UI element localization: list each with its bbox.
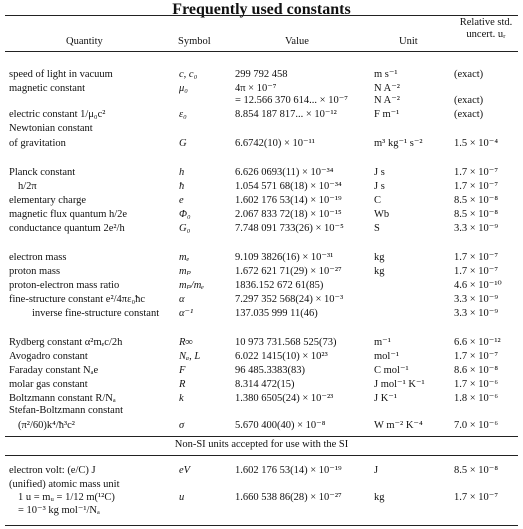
uncertainty-cell: 8.5 × 10⁻⁸ [454, 465, 498, 476]
quantity-cell: speed of light in vacuum [9, 69, 113, 80]
value-cell: 4π × 10⁻⁷ [235, 83, 277, 94]
quantity-cell: = 10⁻³ kg mol⁻¹/Nₐ [18, 505, 100, 516]
unit-cell: J s [374, 181, 385, 192]
table-row [0, 181, 523, 193]
table-row [0, 209, 523, 221]
value-cell: 299 792 458 [235, 69, 288, 80]
uncertainty-cell: (exact) [454, 109, 484, 120]
quantity-cell: magnetic flux quantum h/2e [9, 209, 128, 220]
table-row [0, 365, 523, 377]
uncertainty-cell: 1.8 × 10⁻⁶ [454, 393, 498, 404]
quantity-cell: magnetic constant [9, 83, 86, 94]
quantity-cell: Faraday constant Nₐe [9, 365, 99, 376]
top-rule [5, 15, 518, 16]
quantity-cell: (unified) atomic mass unit [9, 479, 120, 490]
uncertainty-cell: 1.7 × 10⁻⁷ [454, 351, 498, 362]
uncertainty-cell: 6.6 × 10⁻¹² [454, 337, 501, 348]
uncertainty-cell: 1.7 × 10⁻⁷ [454, 181, 498, 192]
quantity-cell: proton mass [9, 266, 61, 277]
value-cell: 8.314 472(15) [235, 379, 295, 390]
quantity-cell: Stefan-Boltzmann constant [9, 405, 124, 416]
unit-cell: J mol⁻¹ K⁻¹ [374, 379, 425, 390]
table-row [0, 83, 523, 95]
symbol-cell: Φ₀ [179, 209, 191, 220]
section-label: Non-SI units accepted for use with the SI [174, 439, 349, 450]
table-row [0, 167, 523, 179]
uncertainty-cell: 4.6 × 10⁻¹⁰ [454, 280, 502, 291]
symbol-cell: ħ [179, 181, 185, 192]
unit-cell: C [374, 195, 382, 206]
uncertainty-cell: 3.3 × 10⁻⁹ [454, 223, 498, 234]
quantity-cell: elementary charge [9, 195, 87, 206]
symbol-cell: k [179, 393, 184, 404]
header-relative-uncertainty [452, 17, 520, 41]
value-cell: 1.602 176 53(14) × 10⁻¹⁹ [235, 195, 342, 206]
unit-cell: C mol⁻¹ [374, 365, 409, 376]
quantity-cell: Avogadro constant [9, 351, 88, 362]
value-cell: 6.022 1415(10) × 10²³ [235, 351, 328, 362]
symbol-cell: c, c₀ [179, 69, 198, 80]
unit-cell: J [374, 465, 379, 476]
symbol-cell: h [179, 167, 185, 178]
quantity-cell: inverse fine-structure constant [32, 308, 160, 319]
symbol-cell: α⁻¹ [179, 308, 194, 319]
uncertainty-cell: 1.7 × 10⁻⁶ [454, 379, 498, 390]
uncertainty-cell: 1.7 × 10⁻⁷ [454, 167, 498, 178]
table-row [0, 492, 523, 504]
value-cell: 6.626 0693(11) × 10⁻³⁴ [235, 167, 334, 178]
quantity-cell: h/2π [18, 181, 37, 192]
uncertainty-cell: 1.7 × 10⁻⁷ [454, 266, 498, 277]
unit-cell: S [374, 223, 380, 234]
value-cell: 7.297 352 568(24) × 10⁻³ [235, 294, 344, 305]
uncertainty-cell: 3.3 × 10⁻⁹ [454, 308, 498, 319]
table-row [0, 266, 523, 278]
value-cell: 137.035 999 11(46) [235, 308, 318, 319]
table-row [0, 379, 523, 391]
symbol-cell: mₚ/mₑ [179, 280, 205, 291]
quantity-cell: proton-electron mass ratio [9, 280, 120, 291]
symbol-cell: R∞ [179, 337, 193, 348]
table-row [0, 294, 523, 306]
table-row [0, 195, 523, 207]
table-row [0, 280, 523, 292]
value-cell: 10 973 731.568 525(73) [235, 337, 337, 348]
symbol-cell: σ [179, 420, 185, 431]
quantity-cell: electron mass [9, 252, 67, 263]
table-row [0, 465, 523, 477]
uncertainty-cell: 7.0 × 10⁻⁶ [454, 420, 498, 431]
symbol-cell: mₚ [179, 266, 191, 277]
table-row [0, 123, 523, 135]
value-cell: 1.054 571 68(18) × 10⁻³⁴ [235, 181, 342, 192]
value-cell: 8.854 187 817... × 10⁻¹² [235, 109, 337, 120]
uncertainty-cell: 8.5 × 10⁻⁸ [454, 195, 498, 206]
quantity-cell: electron volt: (e/C) J [9, 465, 96, 476]
quantity-cell: Newtonian constant [9, 123, 93, 134]
value-cell: 6.6742(10) × 10⁻¹¹ [235, 138, 315, 149]
uncertainty-cell: 8.6 × 10⁻⁸ [454, 365, 498, 376]
table-row [0, 405, 523, 417]
value-cell: 1.380 6505(24) × 10⁻²³ [235, 393, 334, 404]
uncertainty-cell: 8.5 × 10⁻⁸ [454, 209, 498, 220]
uncertainty-cell: 3.3 × 10⁻⁹ [454, 294, 498, 305]
symbol-cell: G [179, 138, 187, 149]
uncertainty-cell: 1.5 × 10⁻⁴ [454, 138, 498, 149]
header-symbol: Symbol [178, 36, 211, 47]
table-row [0, 109, 523, 121]
unit-cell: kg [374, 252, 385, 263]
symbol-cell: F [179, 365, 186, 376]
header-quantity: Quantity [66, 36, 103, 47]
quantity-cell: conductance quantum 2e²/h [9, 223, 125, 234]
uncertainty-cell: (exact) [454, 69, 484, 80]
symbol-cell: ε₀ [179, 109, 187, 120]
value-cell: 96 485.3383(83) [235, 365, 305, 376]
quantity-cell: Boltzmann constant R/Nₐ [9, 393, 116, 404]
table-row [0, 351, 523, 363]
unit-cell: m s⁻¹ [374, 69, 398, 80]
quantity-cell: (π²/60)k⁴/ħ³c² [18, 420, 75, 431]
quantity-cell: of gravitation [9, 138, 66, 149]
header-rule [5, 51, 518, 52]
table-row [0, 420, 523, 432]
table-row [0, 95, 523, 107]
unit-cell: F m⁻¹ [374, 109, 400, 120]
quantity-cell: 1 u = mᵤ = 1/12 m(¹²C) [18, 492, 115, 503]
quantity-cell: Planck constant [9, 167, 76, 178]
quantity-cell: Rydberg constant α²mₑc/2h [9, 337, 123, 348]
header-unit: Unit [399, 36, 418, 47]
table-row [0, 138, 523, 150]
symbol-cell: G₀ [179, 223, 191, 234]
symbol-cell: μ₀ [179, 83, 188, 94]
value-cell: 9.109 3826(16) × 10⁻³¹ [235, 252, 334, 263]
table-row [0, 393, 523, 405]
uncertainty-cell: 1.7 × 10⁻⁷ [454, 252, 498, 263]
uncertainty-cell: 1.7 × 10⁻⁷ [454, 492, 498, 503]
unit-cell: N A⁻² [374, 95, 400, 106]
unit-cell: J K⁻¹ [374, 393, 397, 404]
header-value: Value [285, 36, 309, 47]
uncertainty-cell: (exact) [454, 95, 484, 106]
section-rule-top [5, 436, 518, 437]
unit-cell: Wb [374, 209, 390, 220]
header-rel-line2: uncert. uᵣ [466, 29, 506, 40]
unit-cell: mol⁻¹ [374, 351, 400, 362]
value-cell: 1.660 538 86(28) × 10⁻²⁷ [235, 492, 342, 503]
table-row [0, 69, 523, 81]
table-row [0, 505, 523, 517]
header-rel-line1: Relative std. [459, 17, 513, 28]
symbol-cell: mₑ [179, 252, 190, 263]
table-row [0, 479, 523, 491]
table-row [0, 223, 523, 235]
symbol-cell: α [179, 294, 185, 305]
bottom-rule [5, 525, 518, 526]
unit-cell: m⁻¹ [374, 337, 391, 348]
value-cell: 1836.152 672 61(85) [235, 280, 324, 291]
symbol-cell: e [179, 195, 184, 206]
unit-cell: kg [374, 492, 385, 503]
table-row [0, 337, 523, 349]
table-row [0, 308, 523, 320]
unit-cell: N A⁻² [374, 83, 400, 94]
symbol-cell: u [179, 492, 185, 503]
value-cell: 2.067 833 72(18) × 10⁻¹⁵ [235, 209, 342, 220]
value-cell: 1.602 176 53(14) × 10⁻¹⁹ [235, 465, 342, 476]
unit-cell: W m⁻² K⁻⁴ [374, 420, 423, 431]
unit-cell: kg [374, 266, 385, 277]
quantity-cell: fine-structure constant e²/4πε₀ħc [9, 294, 146, 305]
symbol-cell: eV [179, 465, 191, 476]
value-cell: 7.748 091 733(26) × 10⁻⁵ [235, 223, 344, 234]
value-cell: 5.670 400(40) × 10⁻⁸ [235, 420, 326, 431]
quantity-cell: electric constant 1/μ₀c² [9, 109, 106, 120]
value-cell: 1.672 621 71(29) × 10⁻²⁷ [235, 266, 342, 277]
unit-cell: m³ kg⁻¹ s⁻² [374, 138, 423, 149]
symbol-cell: R [179, 379, 186, 390]
section-rule-bottom [5, 455, 518, 456]
unit-cell: J s [374, 167, 385, 178]
value-cell: = 12.566 370 614... × 10⁻⁷ [235, 95, 348, 106]
quantity-cell: molar gas constant [9, 379, 88, 390]
page-title: Frequently used constants [172, 1, 351, 18]
symbol-cell: Nₐ, L [179, 351, 201, 362]
table-row [0, 252, 523, 264]
